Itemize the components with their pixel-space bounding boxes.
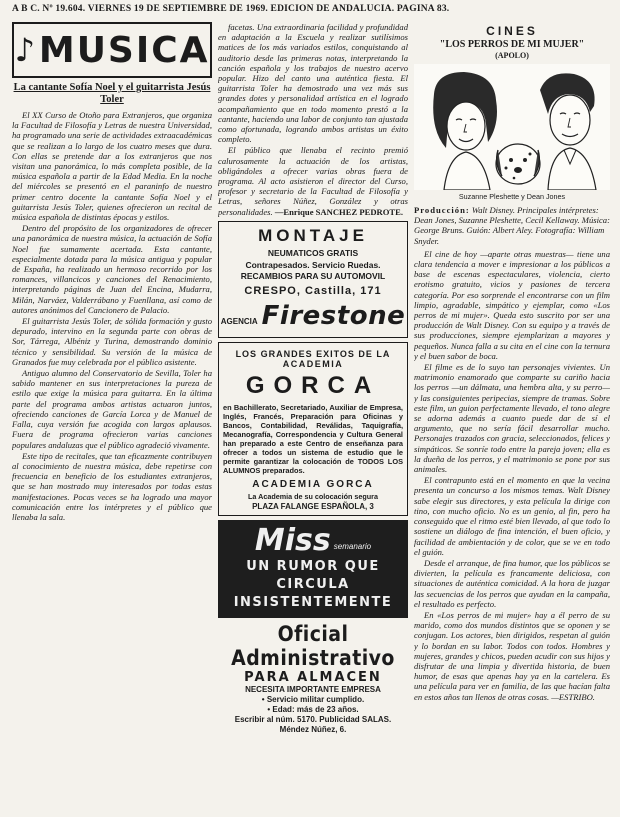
music-paragraph: El guitarrista Jesús Toler, de sólida formación y gusto depurado, intervino en la segunda parte con obras de Sor, Tárrega, Albéniz y Turina, demostrando dominio técnico y sensibilidad. Su versión de la música de Granados fue muy celebrada por el público asistente.	[12, 316, 212, 367]
musica-section-banner	[12, 22, 212, 78]
review-paragraph: En «Los perros de mi mujer» hay a él perro de su marido, como dos mundos distintos que se oponen y se conjugan. Los actores, bien dirigidos, respetan al guión y lo bordan en su labor. Todos con todos. Hombres y mujeres, grandes y chicos, pueden acudir con sus hijos y disfrutar de una limpia y divertida historia, de buen humor, de esas que apenas hay ya en la cartelera. Es una película para ver en familia, de las que hacían falta en estos años tan llenos de otras cosas. —ESTRIBO.	[414, 609, 610, 702]
music-paragraph-text: El público que llenaba el recinto premió calurosamente la actuación de los artistas, obligándoles a ofrecer varias obras fuera de programa. Al acto asistieron el director del Curso, profesor y secretario de la Facultad de Filosofía y Letras, señores Núñez, González y otras personalidades.	[218, 145, 408, 217]
cinema-column	[414, 22, 610, 811]
music-paragraph: El XX Curso de Otoño para Extranjeros, que organiza la Facultad de Filosofía y Letras de nuestra Universidad, ha programado una serie de actividades extraacadémicas que se realizan a lo largo de los cuatro meses que dura. Con ellas se pretende dar a los extranjeros que nos visitan una panorámica, lo más completa posible, de la música española a partir de la Edad Media. En la noche del miércoles se presentó en el paraninfo de nuestro primer centro docente la cantante Sofía Noel y el guitarrista Jesús Toler, quienes ofrecieron un recital de música española de distintas épocas y estilos.	[12, 110, 212, 223]
montaje-ad-line: Contrapesados. Servicio Ruedas.	[245, 259, 381, 270]
montaje-ad-line: RECAMBIOS PARA SU AUTOMOVIL	[240, 270, 386, 281]
gorca-ad-academy: ACADEMIA GORCA	[252, 478, 374, 490]
film-credits	[414, 205, 610, 246]
montaje-ad-title: MONTAJE	[258, 225, 368, 245]
montaje-firestone-ad	[218, 221, 408, 338]
oficial-ad-line: NECESITA IMPORTANTE EMPRESA	[245, 684, 381, 694]
film-still-photo	[414, 64, 610, 190]
miss-ad-slogan-line: CIRCULA	[276, 576, 350, 592]
oficial-ad-line: Méndez Núñez, 6.	[279, 724, 347, 734]
review-paragraph: El contrapunto está en el momento en que la vecina presenta un concurso a los mismos temas. Walt Disney sabe elegir sus directores, y esta película la dirige con tino, con mucho oficio. No es un genio, al fin, pero ha conseguido que el ritmo esté bien llevado, al que todo lo sostiene un diálogo de fina intención, el buen oficio, y facilidad de ambientación y de color, que se ve en todo el guión.	[414, 475, 610, 557]
gorca-ad-address: PLAZA FALANGE ESPAÑOLA, 3	[252, 501, 374, 511]
miss-ad-slogan-line: INSISTENTEMENTE	[233, 594, 393, 610]
cines-header	[414, 24, 610, 60]
montaje-ad-address: CRESPO, Castilla, 171	[244, 284, 382, 297]
miss-magazine-ad	[218, 520, 408, 618]
music-paragraph	[218, 145, 408, 216]
photo-caption: Suzanne Pleshette y Dean Jones	[458, 192, 566, 201]
gorca-ad-line: LOS GRANDES EXITOS DE LA	[235, 348, 391, 359]
gorca-ad-description: en Bachillerato, Secretariado, Auxiliar de Empresa, Inglés, Francés, Preparación para Oficinas y Bancos, Contabilidad, Reválidas, Taquigrafía, Mecanografía, Correspondencia y Cultura General han preparado a este Centro de enseñanza para ofrecer a todos un sistema de estudio que le permite garantizar la colocación de TODOS LOS ALUMNOS preparados.	[223, 402, 403, 475]
music-paragraph: Antiguo alumno del Conservatorio de Sevilla, Toler ha sabido mantener en sus interpretaciones la pureza de estilo que exige la música para guitarra. En la última parte del programa ambos artistas actuaron juntos, ofreciendo canciones de García Lorca y de Manuel de Falla, cuya versión fue acogida con largos aplausos. Fuera de programa ofrecieron varias canciones populares andaluzas que el público agradeció vivamente.	[12, 368, 212, 450]
music-paragraph: Dentro del propósito de los organizadores de ofrecer una panorámica de nuestra música, la actuación de Sofía Noel fue sumamente acertada. Esta cantante, especialmente dotada para la música antigua y popular de España, ha realizado un hermoso recorrido por los romances, villancicos y canciones del Renacimiento, interpretando páginas de Juan del Encina, Mudarra, Milán, Narváez, Valderrábano y Fuenllana, así como de autores anónimos del Cancionero de Palacio.	[12, 223, 212, 315]
miss-ad-subtitle: semanario	[333, 541, 372, 551]
review-paragraph: Desde el arranque, de fina humor, que los públicos se divierten, la película es francamente deliciosa, con situaciones de auténtica comicidad. A la hora de juzgar las secuencias de los perros que ayudan en la campaña, el resultado es perfecto.	[414, 557, 610, 609]
cinema-name: (APOLO)	[495, 51, 529, 60]
music-article-signature: —Enrique SANCHEZ PEDROTE.	[274, 206, 404, 217]
oficial-ad-title: Oficial Administrativo	[231, 621, 395, 670]
miss-logo: Miss	[254, 522, 331, 558]
oficial-ad-line: • Edad: más de 23 años.	[267, 704, 359, 714]
review-paragraph: El filme es de lo suyo tan personajes vivientes. Un matrimonio enamorado que comparte su cariño hacia los perros —un dálmata, una hembra alta, y su perro— y las consiguientes peripecias, siempre de tramas. Sobre este film, un guion perfectamente llevado, el tono alegre se adorna además a cuanto puede dar de sí el argumento, que no sería fácil desarrollar mucho. Personajes trazados con gracia, seleccionados, felices y simpáticos. Se sonríe todo entre la pareja joven; ella es la dueña de los perros, y el matrimonio se pone por sus animales.	[414, 362, 610, 475]
academia-gorca-ad	[218, 342, 408, 516]
film-title: "LOS PERROS DE MI MUJER"	[439, 39, 585, 50]
oficial-ad-line: • Servicio militar cumplido.	[261, 694, 365, 704]
music-article-headline: La cantante Sofía Noel y el guitarrista Jesús Toler	[13, 82, 211, 105]
gorca-ad-name: GORCA	[245, 371, 381, 399]
oficial-ad-line: Escribir al núm. 5170. Publicidad SALAS.	[234, 714, 392, 724]
page-header: A B C. Nº 19.604. VIERNES 19 DE SEPTIEMBRE DE 1969. EDICION DE ANDALUCIA. PAGINA 83.	[12, 4, 450, 14]
film-review-body	[414, 249, 610, 702]
montaje-ad-line: NEUMATICOS GRATIS	[267, 247, 359, 258]
miss-ad-slogan-line: UN RUMOR QUE	[246, 558, 380, 574]
review-paragraph: El cine de hoy —aparte otras muestras— tiene una clara tendencia a mover e impresionar a los públicos a base de escenas espectaculares, violencia, cierto erotismo gratuito, vicios y pasiones de tercera categoría. Por eso sorprende el encontrarse con un film limpio, agradable, simpático y ejemplar, como «Los perros de mi mujer». Queda esto suscrito por ser una producción de Walt Disney. Con su equipo y a través de sus producciones, siempre ejemplarizan a mayores y pequeños. Nunca falla a su cita en el cine con la ternura y el buen sabor de boca.	[414, 248, 610, 361]
credits-text: Walt Disney. Principales intérpretes: Dean Jones, Suzanne Pleshette, Cecil Kellaway. Música: George Bruns. Guión: Albert Aley. Fotografía: William Snyder.	[414, 205, 610, 246]
musica-section-title: MUSICA	[38, 29, 210, 71]
montaje-ad-brand-row	[222, 301, 404, 331]
firestone-logo: Firestone	[261, 300, 406, 331]
cines-section-title: CINES	[486, 24, 538, 38]
gorca-ad-subline: La Academia de su colocación segura	[248, 491, 378, 501]
music-paragraph: facetas. Una extraordinaria facilidad y profundidad en adaptación a la Escuela y realizar sutilísimos matices de los más variados estilos, conquistando al auditorio desde las primeras notas, interpretando la canción española y los trabajos de nuestro acervo popular. Hizo del canto una auténtica fiesta. El guitarrista Toler ha demostrado una vez más sus grandes dotes y personalidad artística en el logrado acompañamiento que en todo momento prestó a la cantante, haciendo una labor de conjunto tan ajustada como afortunada, logrando ambos artistas un éxito completo.	[218, 22, 408, 145]
oficial-ad-subtitle: PARA ALMACEN	[244, 669, 382, 685]
ads-column	[218, 22, 408, 811]
montaje-ad-agencia: AGENCIA	[220, 316, 258, 326]
credits-lead: Producción:	[414, 205, 470, 215]
music-article-body	[12, 110, 212, 522]
music-note-icon: ♪	[14, 31, 35, 69]
music-article-continuation	[218, 22, 408, 217]
film-still-illustration	[414, 64, 610, 190]
music-paragraph: Este tipo de recitales, que tan eficazmente contribuyen al conocimiento de nuestra música, debe repetirse con frecuencia en beneficio de los estudiantes extranjeros, que se han mostrado muy interesados por todas estas manifestaciones. Pocas veces se ha logrado una mayor comunicación entre los intérpretes y el público que llenaba la sala.	[12, 450, 212, 522]
music-column	[12, 22, 212, 811]
miss-ad-brand-row	[222, 522, 404, 558]
gorca-ad-line: ACADEMIA	[282, 358, 344, 369]
oficial-administrativo-ad	[218, 622, 408, 735]
